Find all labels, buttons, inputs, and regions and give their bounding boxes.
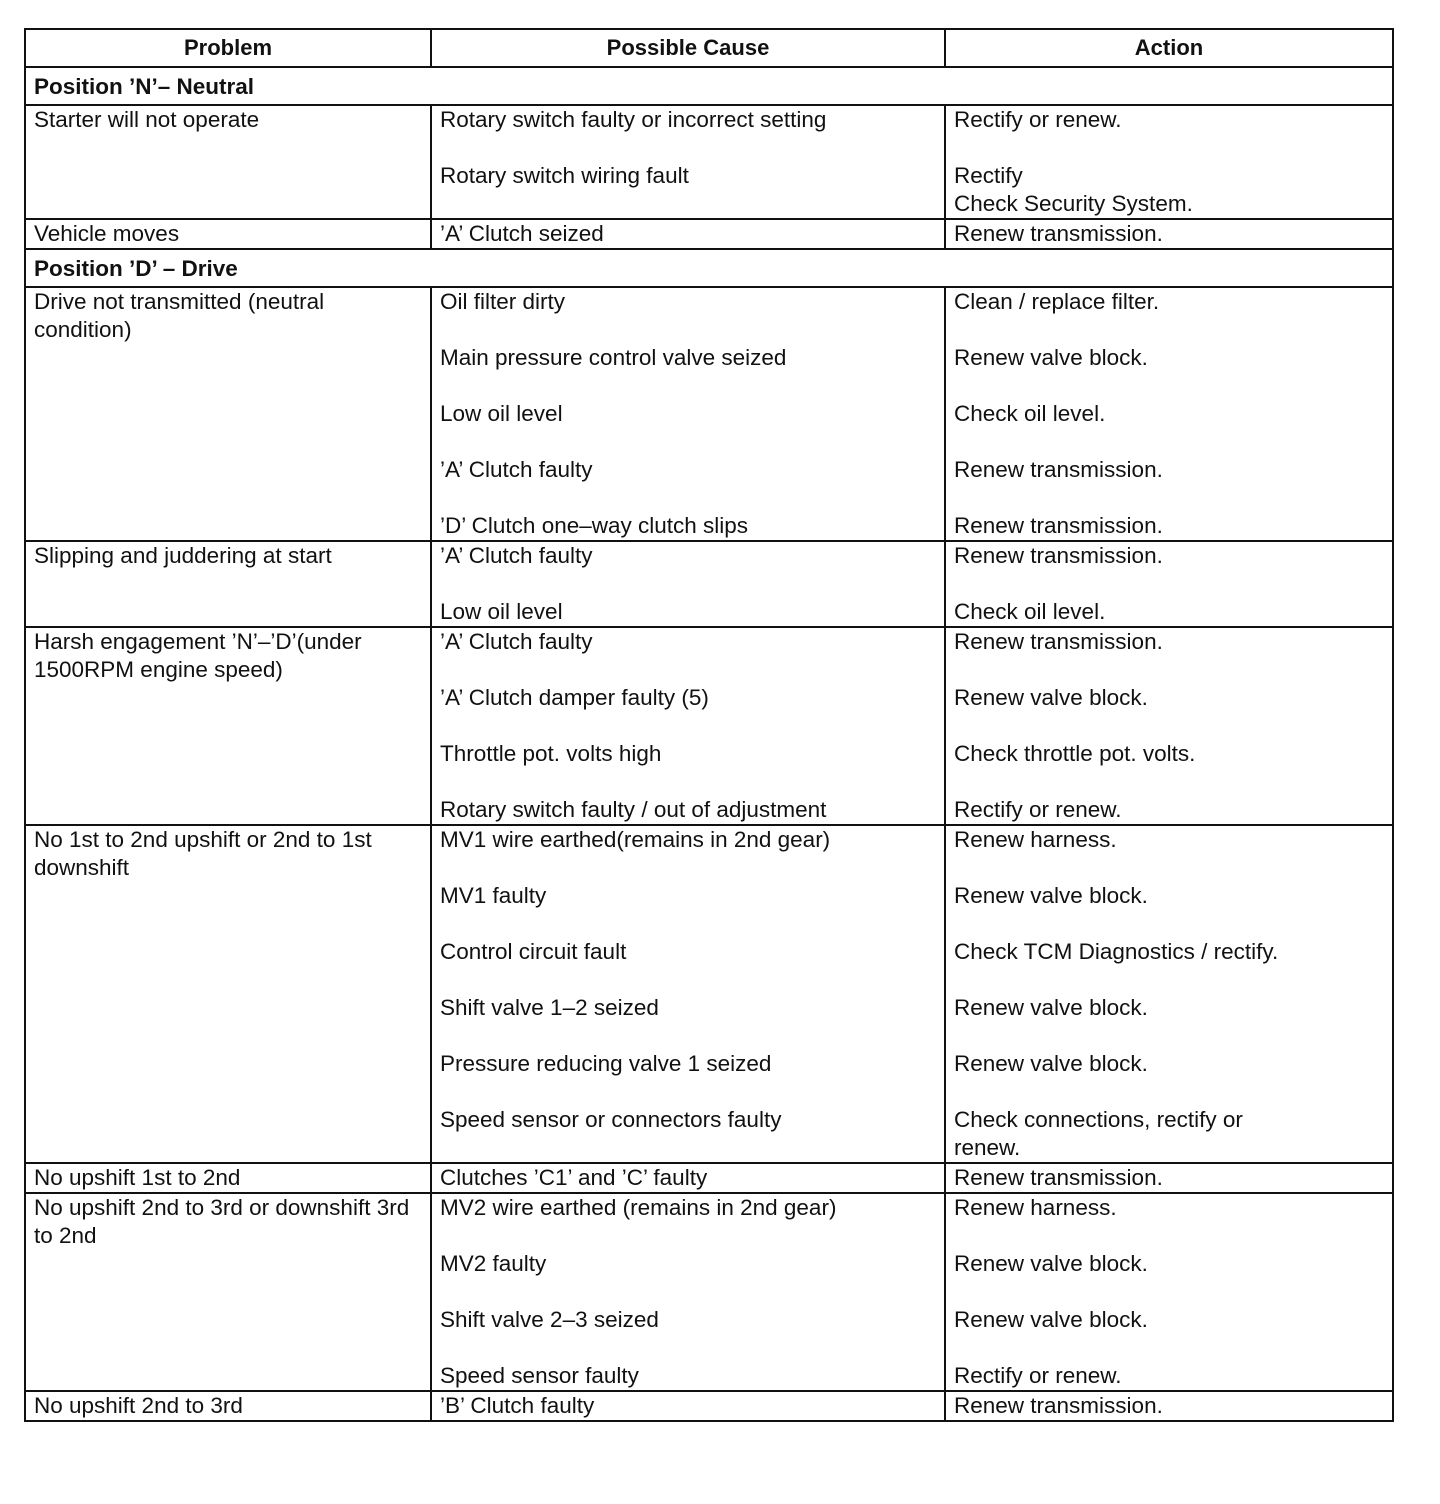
action-line: Renew transmission. [954,543,1163,568]
table-row [25,287,1393,541]
action-line: Renew valve block. [954,685,1148,710]
action-cell [945,825,1393,1163]
cause-cell [431,219,945,249]
problem-cell [25,1391,431,1421]
cause-item: Rotary switch faulty / out of adjustment [440,797,827,822]
action-line: Renew transmission. [954,513,1163,538]
cause-item: Shift valve 1–2 seized [440,995,659,1020]
action-item [954,288,1384,316]
action-item [954,1392,1384,1420]
action-line: Check TCM Diagnostics / rectify. [954,939,1279,964]
problem-text: No 1st to 2nd upshift or 2nd to 1st downshift [34,827,372,880]
action-line: Check oil level. [954,599,1106,624]
cause-item: Low oil level [440,401,563,426]
problem-cell [25,825,431,1163]
action-line: Renew transmission. [954,457,1163,482]
problem-text: Slipping and juddering at start [34,543,332,568]
action-item [954,1164,1384,1192]
cause-cell [431,1391,945,1421]
cause-cell [431,287,945,541]
action-line: Renew valve block. [954,883,1148,908]
problem-cell [25,287,431,541]
header-possible-cause: Possible Cause [431,29,945,67]
cause-cell [431,541,945,627]
header-problem: Problem [25,29,431,67]
cause-item: MV1 faulty [440,883,547,908]
action-item [954,1194,1384,1222]
action-item [954,882,1384,910]
cause-cell [431,627,945,825]
action-item [954,938,1384,966]
diagnosis-table [24,28,1394,1422]
header-action: Action [945,29,1393,67]
cause-cell [431,825,945,1163]
problem-text: Drive not transmitted (neutral condition) [34,289,325,342]
action-item [954,1106,1384,1162]
problem-cell [25,627,431,825]
action-cell [945,287,1393,541]
table-row [25,219,1393,249]
action-line: renew. [954,1135,1021,1160]
action-item [954,106,1384,134]
action-cell [945,541,1393,627]
action-line: Rectify or renew. [954,107,1122,132]
action-line: Renew valve block. [954,1251,1148,1276]
table-row [25,1193,1393,1391]
action-cell [945,1391,1393,1421]
section-title: Position ’D’ – Drive [25,249,1393,287]
action-line: Renew transmission. [954,221,1163,246]
table-row [25,825,1393,1163]
action-cell [945,1163,1393,1193]
cause-item: Speed sensor or connectors faulty [440,1107,782,1132]
action-line: Clean / replace filter. [954,289,1160,314]
action-item [954,162,1384,218]
header-row [25,29,1393,67]
action-item [954,1050,1384,1078]
problem-text: No upshift 2nd to 3rd or downshift 3rd to 2nd [34,1195,410,1248]
action-line: Rectify or renew. [954,1363,1122,1388]
action-line: Rectify [954,163,1023,188]
cause-item: Speed sensor faulty [440,1363,639,1388]
table-row [25,627,1393,825]
action-line: Renew transmission. [954,1165,1163,1190]
problem-text: Vehicle moves [34,221,180,246]
cause-item: ’A’ Clutch faulty [440,457,593,482]
action-line: Check throttle pot. volts. [954,741,1196,766]
problem-text: No upshift 2nd to 3rd [34,1393,243,1418]
cause-item: MV2 faulty [440,1251,547,1276]
action-line: Renew harness. [954,827,1117,852]
table-row [25,1163,1393,1193]
action-item [954,796,1384,824]
section-title: Position ’N’– Neutral [25,67,1393,105]
action-item [954,456,1384,484]
action-item [954,220,1384,248]
section-row [25,249,1393,287]
action-item [954,684,1384,712]
cause-item: Oil filter dirty [440,289,566,314]
cause-item: ’A’ Clutch faulty [440,629,593,654]
action-line: Renew valve block. [954,345,1148,370]
problem-text: No upshift 1st to 2nd [34,1165,241,1190]
action-line: Rectify or renew. [954,797,1122,822]
action-item [954,1306,1384,1334]
section-row [25,67,1393,105]
action-cell [945,219,1393,249]
table-row [25,105,1393,219]
problem-text: Starter will not operate [34,107,260,132]
action-line: Check connections, rectify or [954,1107,1243,1132]
cause-item: ’D’ Clutch one–way clutch slips [440,513,749,538]
action-line: Renew valve block. [954,1051,1148,1076]
action-item [954,598,1384,626]
cause-item: Throttle pot. volts high [440,741,662,766]
action-item [954,994,1384,1022]
action-item [954,1362,1384,1390]
action-line: Check oil level. [954,401,1106,426]
cause-item: Rotary switch faulty or incorrect setting [440,107,827,132]
action-item [954,740,1384,768]
problem-text: Harsh engagement ’N’–’D’(under 1500RPM engine speed) [34,629,362,682]
action-line: Renew harness. [954,1195,1117,1220]
action-item [954,512,1384,540]
action-item [954,542,1384,570]
action-item [954,628,1384,656]
cause-item: MV2 wire earthed (remains in 2nd gear) [440,1195,837,1220]
action-line: Renew transmission. [954,1393,1163,1418]
action-cell [945,627,1393,825]
problem-cell [25,1163,431,1193]
cause-item: Shift valve 2–3 seized [440,1307,659,1332]
action-line: Renew valve block. [954,995,1148,1020]
cause-item: ’A’ Clutch faulty [440,543,593,568]
cause-item: Main pressure control valve seized [440,345,787,370]
problem-cell [25,105,431,219]
action-cell [945,105,1393,219]
cause-item: Low oil level [440,599,563,624]
table-row [25,541,1393,627]
table-row [25,1391,1393,1421]
action-line: Renew valve block. [954,1307,1148,1332]
action-item [954,1250,1384,1278]
problem-cell [25,541,431,627]
action-line: Renew transmission. [954,629,1163,654]
cause-item: ’A’ Clutch seized [440,221,604,246]
cause-item: ’A’ Clutch damper faulty (5) [440,685,709,710]
action-item [954,826,1384,854]
cause-item: MV1 wire earthed(remains in 2nd gear) [440,827,831,852]
action-item [954,400,1384,428]
cause-cell [431,105,945,219]
problem-cell [25,219,431,249]
cause-item: Clutches ’C1’ and ’C’ faulty [440,1165,708,1190]
cause-item: Pressure reducing valve 1 seized [440,1051,772,1076]
cause-item: ’B’ Clutch faulty [440,1393,595,1418]
action-line: Check Security System. [954,191,1193,216]
cause-cell [431,1163,945,1193]
cause-item: Control circuit fault [440,939,627,964]
action-item [954,344,1384,372]
cause-item: Rotary switch wiring fault [440,163,689,188]
problem-cell [25,1193,431,1391]
action-cell [945,1193,1393,1391]
cause-cell [431,1193,945,1391]
